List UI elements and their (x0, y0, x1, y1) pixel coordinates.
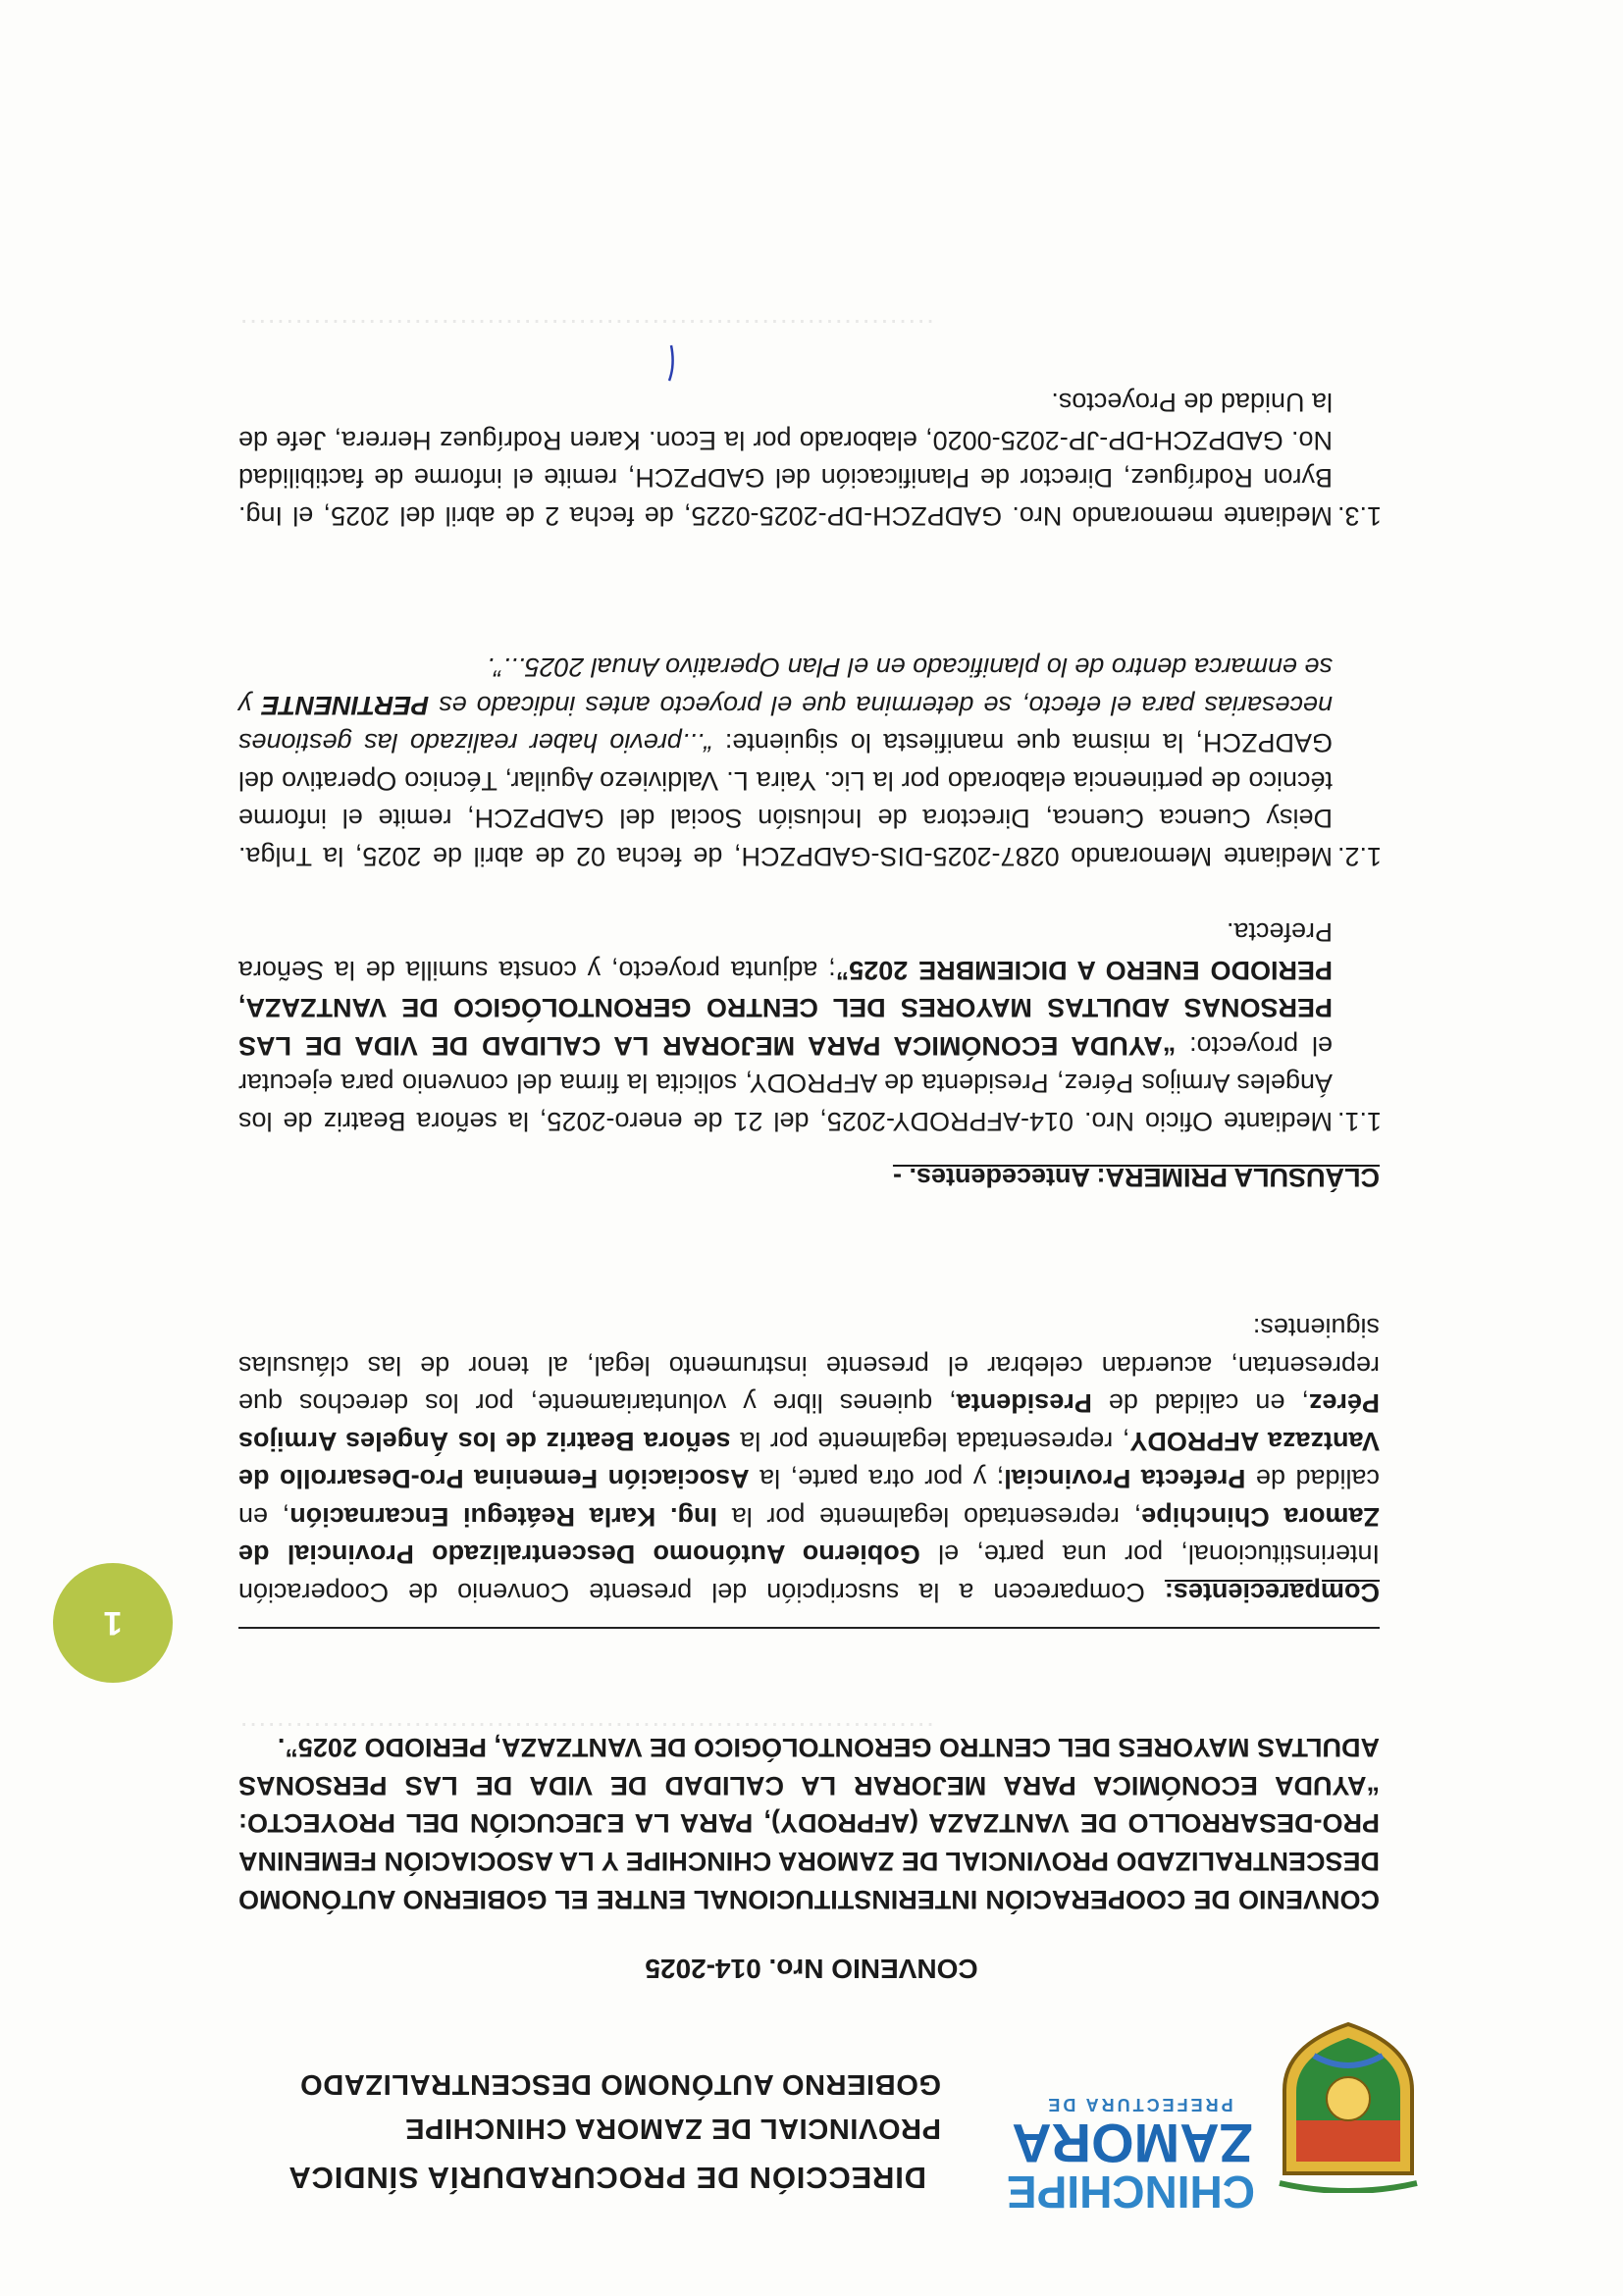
header-gov-line1: GOBIERNO AUTÓNOMO DESCENTRALIZADO (299, 2068, 941, 2100)
text-run: Mediante Memorando 0287-2025-DIS-GADPZCH, de fecha 02 de abril de 2025, la Tnlga. Deisy Cuenca Cuenca, Directora de Inclusión Social del GADPZCH, remite el informe técnico de pertinencia elaborado por la Lic. Yaira L. Valdiviezo Aguilar, Técnico Operativo del GADPZCH, la misma que manifiesta lo siguiente: (238, 728, 1333, 871)
title-divider (238, 1627, 1380, 1629)
text-run: , en calidad de (238, 1464, 1380, 1532)
text-run: , quienes libre y voluntariamente, por los derechos que representan, acuerdan celebrar el presente instrumento legal, al tenor de las cláusulas siguientes: (238, 1313, 1380, 1419)
antecedente-1-3 (238, 384, 1380, 535)
logo-chinchipe: CHINCHIPE (1006, 2166, 1255, 2218)
bold-run: Asociación Femenina Pro-Desarrollo de Vantzaza AFPRODY (238, 1427, 1380, 1494)
provincial-seal-icon (1275, 2021, 1422, 2193)
pen-mark-icon (659, 343, 679, 383)
bleed-through-text: ············································································ (239, 308, 935, 339)
item-text (238, 649, 1333, 875)
text-run: ; y por otra parte, la (749, 1464, 1005, 1494)
bleed-through-text: ············································································ (239, 1711, 935, 1742)
logo-prefectura: PREFECTURA DE (1045, 2095, 1233, 2114)
text-run: Mediante memorando Nro. GADPZCH-DP-2025-0225, de fecha 2 de abril del 2025, el Ing. Byron Rodríguez, Director de Planificación del GADPZCH, remite el informe de factibilidad No. GADPZCH-DP-JP-2025-0020, elaborado por la Econ. Karen Rodríguez Herrera, Jefe de la Unidad de Proyectos. (238, 388, 1333, 531)
comparecientes-paragraph (238, 1309, 1380, 1611)
antecedente-1-2 (238, 649, 1380, 875)
bold-run: Presidenta (956, 1388, 1092, 1419)
bold-run: Ing. Karla Reátegui Encarnación (289, 1502, 717, 1532)
logo-zamora: ZAMORA (1012, 2113, 1253, 2174)
item-text (238, 384, 1333, 535)
bold-run: “AYUDA ECONÓMICA PARA MEJORAR LA CALIDAD DE VIDA DE LAS PERSONAS ADULTAS MAYORES DEL CENTRO GERONTOLÓGICO DE VANTZAZA, PERIODO ENERO A DICIEMBRE 2025” (238, 956, 1333, 1061)
letterhead (0, 2002, 1623, 2296)
item-number: 1.1. (1336, 1107, 1382, 1136)
italic-run: “...previo haber realizado las gestiones necesarias para el efecto, se determina que el proyecto antes indicado es (238, 691, 1333, 758)
text-run: ; adjunta proyecto, y consta sumilla de la Señora Prefecta. (238, 917, 1333, 985)
header-department: DIRECCIÓN DE PROCURADURÍA SÍNDICA (288, 2161, 926, 2195)
bold-italic-run: PERTINENTE (261, 691, 430, 720)
clausula-primera-heading: CLÁUSULA PRIMERA: Antecedentes. - (892, 1163, 1380, 1192)
convenio-number: CONVENIO Nro. 014-2025 (645, 1954, 978, 1984)
item-number: 1.2. (1336, 842, 1382, 871)
header-gov-line2: PROVINCIAL DE ZAMORA CHINCHIPE (404, 2113, 941, 2144)
footer (0, 39, 1623, 157)
text-run: , representado legalmente por la (716, 1502, 1142, 1532)
bold-run: Prefecta Provincial (1004, 1464, 1246, 1494)
text-run: , en calidad de (1091, 1388, 1309, 1419)
italic-run: y se enmarca dentro de lo planificado en el Plan Operativo Anual 2025...”. (238, 652, 1333, 720)
text-run: Comparecen a la suscripción del presente Convenio de Cooperación Interinstitucional, por una parte, el (238, 1539, 1380, 1607)
antecedente-1-1 (238, 913, 1380, 1140)
text-run: Mediante Oficio Nro. 014-AFPRODY-2025, del 21 de enero-2025, la señora Beatriz de los Ángeles Armijos Pérez, Presidenta de AFPRODY, solicita la firma del convenio para ejecutar el proyecto: (238, 1031, 1333, 1136)
comparecientes-label: Comparecientes: (1164, 1578, 1380, 1607)
item-text (238, 913, 1333, 1140)
item-number: 1.3. (1336, 501, 1382, 531)
bold-run: señora Beatriz de los Ángeles Armijos Pérez (238, 1388, 1380, 1456)
page-number-badge: 1 (53, 1563, 173, 1683)
bold-run: Gobierno Autónomo Descentralizado Provincial de Zamora Chinchipe (238, 1502, 1380, 1570)
document-title: CONVENIO DE COOPERACIÓN INTERINSTITUCIONAL ENTRE EL GOBIERNO AUTÓNOMO DESCENTRALIZADO PROVINCIAL DE ZAMORA CHINCHIPE Y LA ASOCIACIÓN FEMENINA PRO-DESARROLLO DE VANTZAZA (AFPRODY), PARA LA EJECUCIÓN DEL PROYECTO: “AYUDA ECONÓMICA PARA MEJORAR LA CALIDAD DE VIDA DE LAS PERSONAS ADULTAS MAYORES DEL CENTRO GERONTOLÓGICO DE VANTZAZA, PERIODO 2025”. (238, 1732, 1380, 1914)
text-run: , representada legalmente por la (730, 1427, 1130, 1456)
